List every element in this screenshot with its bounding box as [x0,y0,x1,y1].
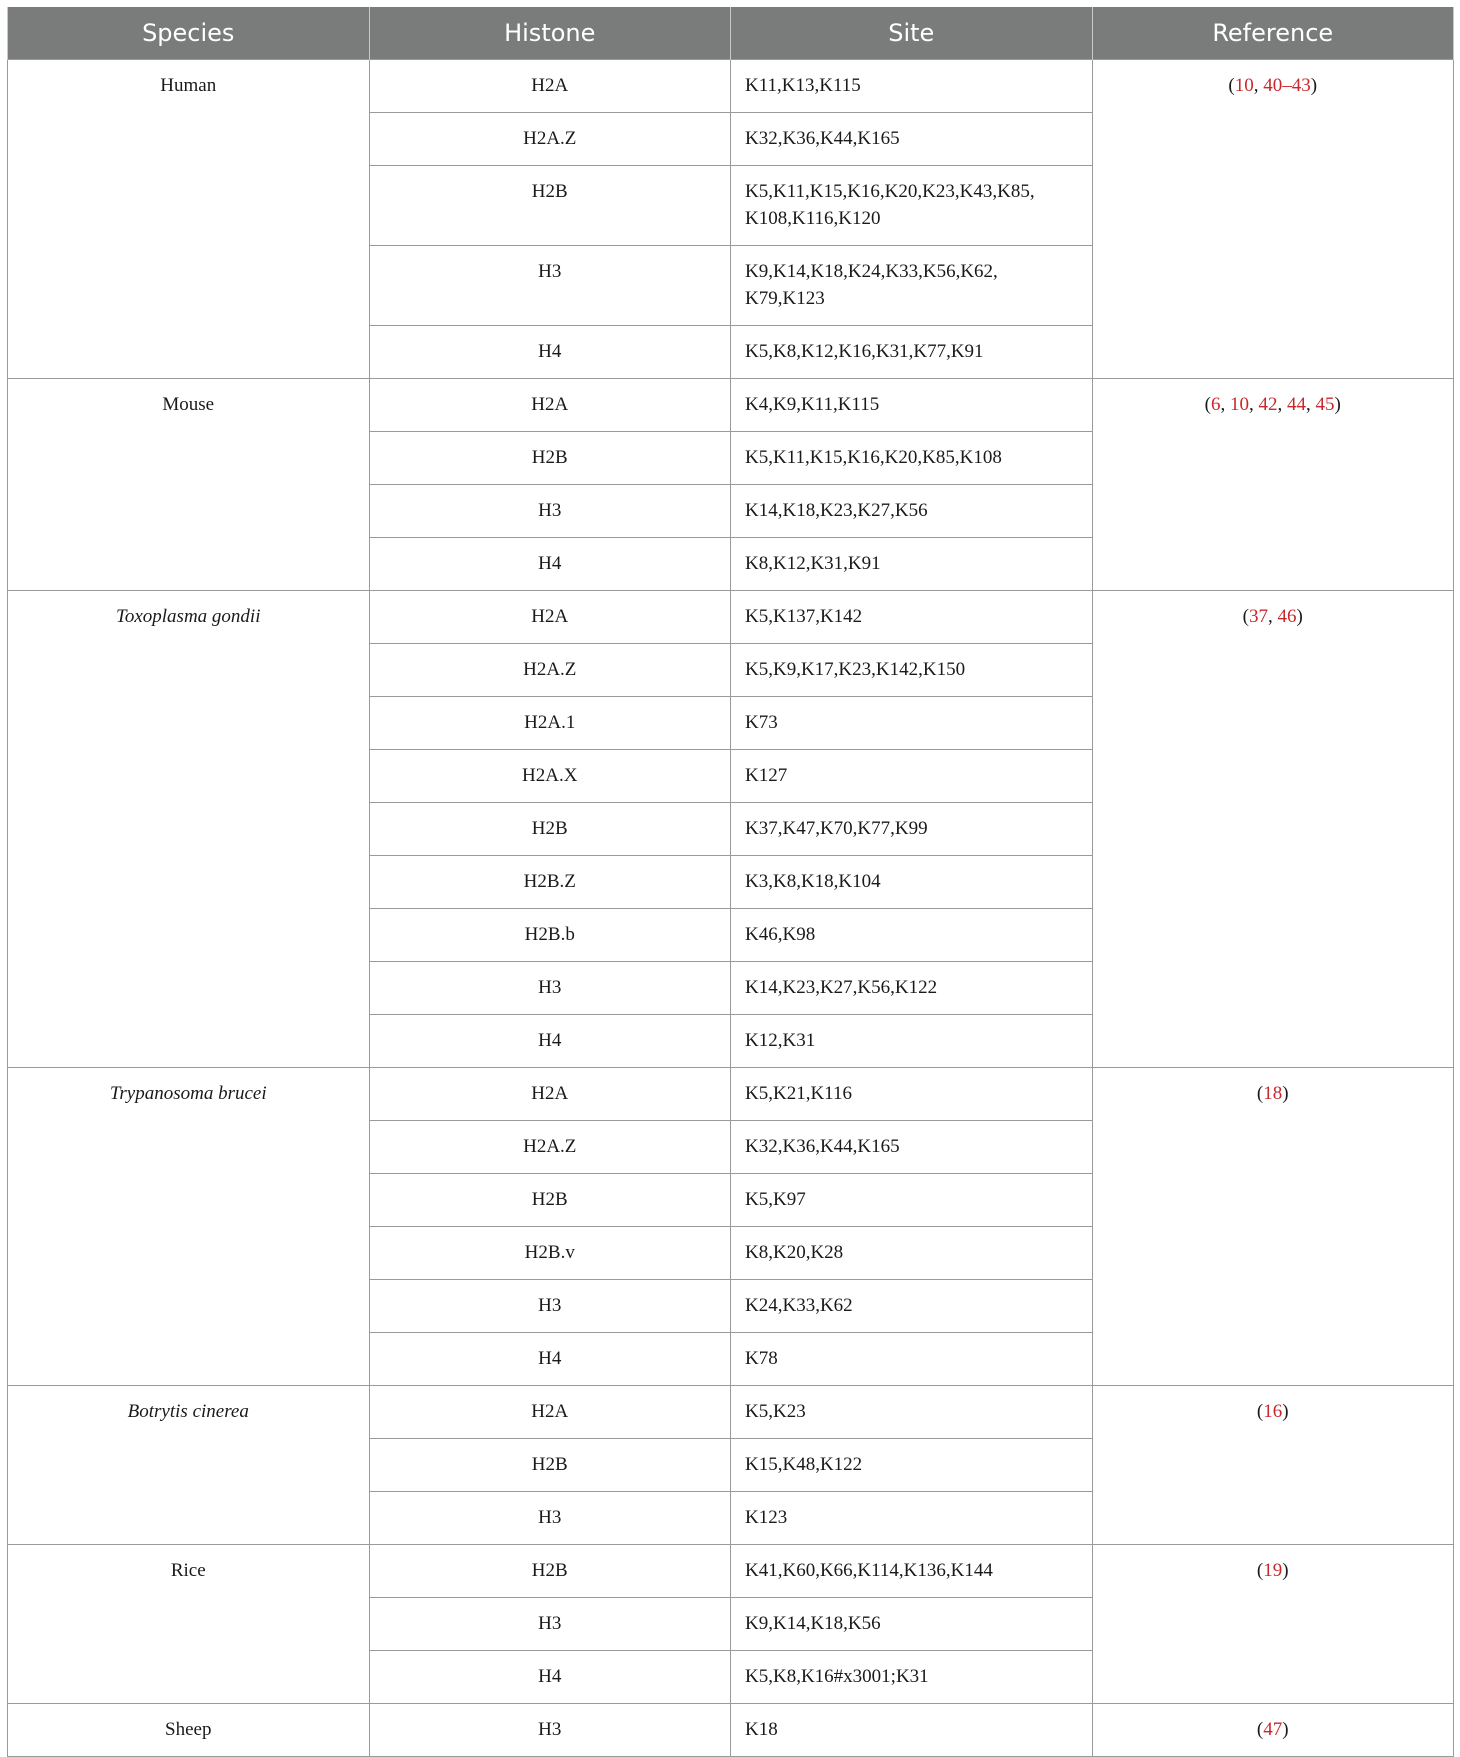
reference-punctuation: ( [1228,75,1235,96]
histone-cell: H2B [369,803,731,856]
site-cell: K46,K98 [731,909,1093,962]
histone-cell: H3 [369,246,731,326]
reference-link[interactable]: 47 [1263,1719,1283,1740]
site-cell: K5,K11,K15,K16,K20,K23,K43,K85, K108,K116,K120 [731,166,1093,246]
histone-cell: H4 [369,1015,731,1068]
header-site: Site [731,7,1093,60]
histone-cell: H2B.b [369,909,731,962]
site-cell: K14,K18,K23,K27,K56 [731,485,1093,538]
histone-cell: H4 [369,1333,731,1386]
histone-cell: H3 [369,1492,731,1545]
site-cell: K24,K33,K62 [731,1280,1093,1333]
site-cell: K78 [731,1333,1093,1386]
table-row [8,60,1454,113]
reference-punctuation: ) [1296,606,1303,627]
reference-link[interactable]: 10 [1230,394,1249,415]
reference-cell [1092,1704,1454,1757]
reference-cell [1092,379,1454,591]
reference-punctuation: ) [1282,1719,1289,1740]
reference-cell [1092,1545,1454,1704]
reference-punctuation: ( [1256,1083,1264,1104]
site-cell: K5,K9,K17,K23,K142,K150 [731,644,1093,697]
site-cell: K5,K8,K16#x3001;K31 [731,1651,1093,1704]
site-cell: K5,K11,K15,K16,K20,K85,K108 [731,432,1093,485]
histone-cell: H2A.1 [369,697,731,750]
species-cell: Trypanosoma brucei [8,1068,370,1386]
reference-cell [1092,591,1454,1068]
site-cell: K4,K9,K11,K115 [731,379,1093,432]
reference-punctuation: ( [1204,394,1211,415]
reference-punctuation: , [1268,606,1278,627]
table-row [8,1704,1454,1757]
reference-punctuation: ( [1256,1719,1264,1740]
site-cell: K3,K8,K18,K104 [731,856,1093,909]
histone-cell: H2B [369,1545,731,1598]
site-cell: K37,K47,K70,K77,K99 [731,803,1093,856]
site-cell: K8,K12,K31,K91 [731,538,1093,591]
reference-punctuation: , [1306,394,1316,415]
table-row [8,591,1454,644]
species-cell: Mouse [8,379,370,591]
site-cell: K32,K36,K44,K165 [731,113,1093,166]
site-cell: K18 [731,1704,1093,1757]
reference-punctuation: ( [1256,1560,1264,1581]
site-cell: K5,K97 [731,1174,1093,1227]
reference-punctuation: ( [1256,1401,1264,1422]
histone-cell: H3 [369,1598,731,1651]
reference-link[interactable]: 40–43 [1263,75,1311,96]
histone-cell: H2B.Z [369,856,731,909]
histone-cell: H4 [369,538,731,591]
histone-cell: H2B [369,432,731,485]
reference-link[interactable]: 16 [1263,1401,1283,1422]
histone-cell: H2A.Z [369,644,731,697]
header-row [8,7,1454,60]
site-cell: K8,K20,K28 [731,1227,1093,1280]
reference-punctuation: , [1253,75,1264,96]
site-cell: K11,K13,K115 [731,60,1093,113]
reference-link[interactable]: 42 [1258,394,1278,415]
site-cell: K41,K60,K66,K114,K136,K144 [731,1545,1093,1598]
histone-site-table [7,7,1454,1757]
header-histone: Histone [369,7,731,60]
table-row [8,1386,1454,1439]
reference-link[interactable]: 44 [1287,394,1306,415]
histone-cell: H3 [369,962,731,1015]
histone-cell: H2A [369,1386,731,1439]
reference-punctuation: ( [1242,606,1249,627]
table-row [8,1545,1454,1598]
histone-cell: H2A [369,60,731,113]
table-row [8,1068,1454,1121]
reference-link[interactable]: 18 [1263,1083,1283,1104]
site-cell: K32,K36,K44,K165 [731,1121,1093,1174]
reference-link[interactable]: 37 [1249,606,1268,627]
reference-link[interactable]: 6 [1211,394,1221,415]
reference-link[interactable]: 46 [1277,606,1297,627]
site-cell: K15,K48,K122 [731,1439,1093,1492]
species-cell: Rice [8,1545,370,1704]
header-species: Species [8,7,370,60]
site-cell: K9,K14,K18,K24,K33,K56,K62, K79,K123 [731,246,1093,326]
site-cell: K73 [731,697,1093,750]
histone-cell: H2A [369,1068,731,1121]
histone-cell: H3 [369,1704,731,1757]
reference-link[interactable]: 10 [1234,75,1254,96]
reference-punctuation: , [1249,394,1259,415]
site-cell: K5,K8,K12,K16,K31,K77,K91 [731,326,1093,379]
reference-link[interactable]: 45 [1315,394,1335,415]
histone-cell: H2B [369,1439,731,1492]
histone-cell: H2A [369,591,731,644]
reference-punctuation: , [1277,394,1287,415]
reference-punctuation: ) [1282,1401,1289,1422]
histone-cell: H2B [369,1174,731,1227]
histone-cell: H2B.v [369,1227,731,1280]
species-cell: Human [8,60,370,379]
site-cell: K127 [731,750,1093,803]
species-cell: Sheep [8,1704,370,1757]
reference-punctuation: ) [1334,394,1341,415]
site-cell: K123 [731,1492,1093,1545]
reference-cell [1092,60,1454,379]
header-reference: Reference [1092,7,1454,60]
site-cell: K5,K137,K142 [731,591,1093,644]
histone-cell: H4 [369,326,731,379]
histone-cell: H2A [369,379,731,432]
histone-cell: H3 [369,1280,731,1333]
site-cell: K12,K31 [731,1015,1093,1068]
table-header [8,7,1454,60]
table-body [8,60,1454,1757]
species-cell: Toxoplasma gondii [8,591,370,1068]
site-cell: K14,K23,K27,K56,K122 [731,962,1093,1015]
histone-cell: H3 [369,485,731,538]
reference-cell [1092,1386,1454,1545]
site-cell: K9,K14,K18,K56 [731,1598,1093,1651]
histone-cell: H2B [369,166,731,246]
reference-punctuation: , [1220,394,1230,415]
histone-cell: H2A.X [369,750,731,803]
histone-cell: H2A.Z [369,113,731,166]
histone-cell: H2A.Z [369,1121,731,1174]
reference-punctuation: ) [1282,1560,1289,1581]
reference-cell [1092,1068,1454,1386]
site-cell: K5,K23 [731,1386,1093,1439]
table-row [8,379,1454,432]
histone-cell: H4 [369,1651,731,1704]
site-cell: K5,K21,K116 [731,1068,1093,1121]
species-cell: Botrytis cinerea [8,1386,370,1545]
reference-punctuation: ) [1310,75,1318,96]
reference-link[interactable]: 19 [1263,1560,1283,1581]
reference-punctuation: ) [1282,1083,1289,1104]
